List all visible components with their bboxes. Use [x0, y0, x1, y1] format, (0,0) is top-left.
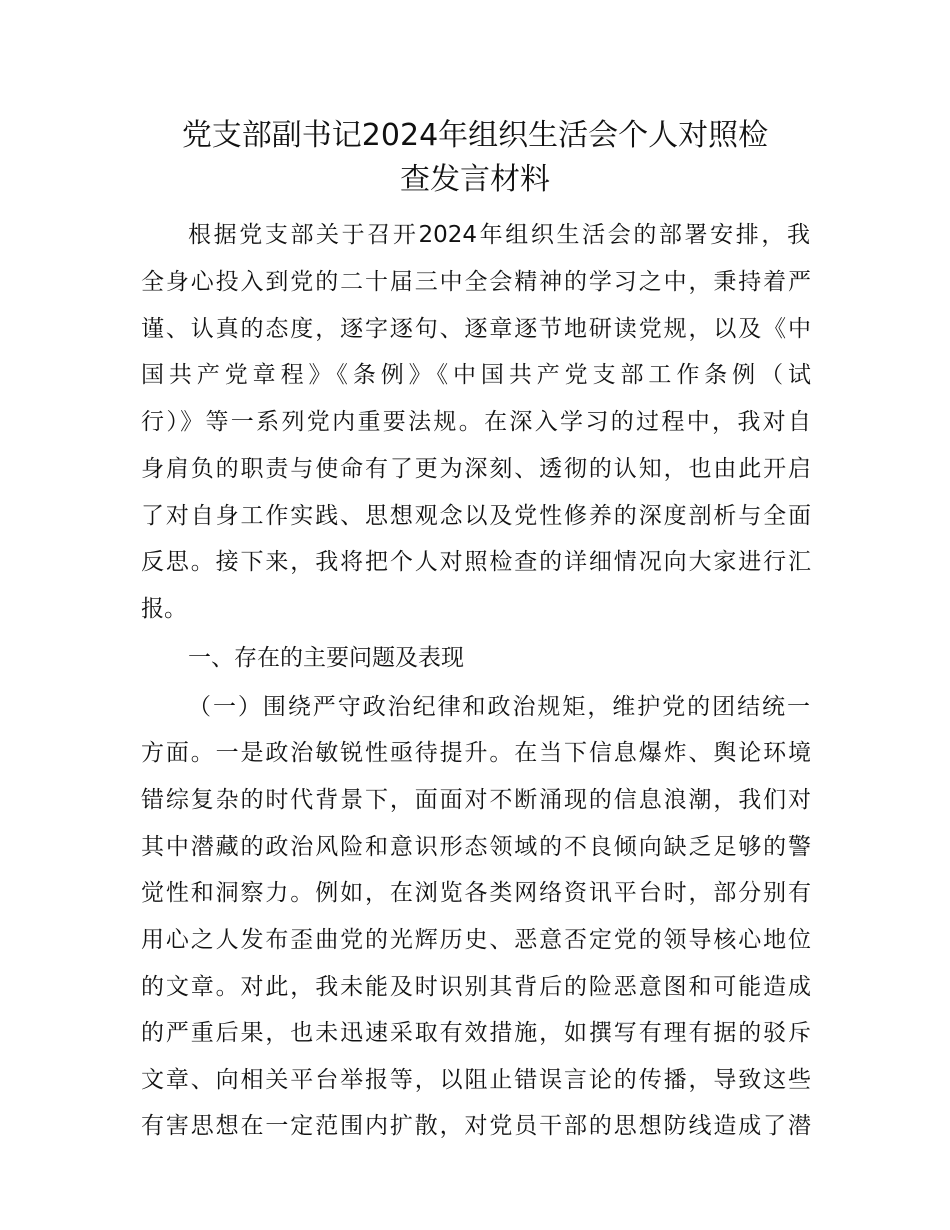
intro-line-5: 行）》等一系列党内重要法规。在深入学习的过程中，我对自 [141, 409, 811, 435]
intro-line-7: 了对自身工作实践、思想观念以及党性修养的深度剖析与全面 [141, 503, 811, 529]
subsection-line-3: 错综复杂的时代背景下，面面对不断涌现的信息浪潮，我们对 [141, 787, 811, 813]
intro-line-9: 报。 [141, 596, 187, 622]
intro-line-4: 国共产党章程》《条例》《中国共产党支部工作条例（试 [141, 362, 811, 388]
intro-line-6: 身肩负的职责与使命有了更为深刻、透彻的认知，也由此开启 [141, 456, 811, 482]
intro-line-3: 谨、认真的态度，逐字逐句、逐章逐节地研读党规，以及《中 [141, 316, 811, 342]
subsection-line-9: 文章、向相关平台举报等，以阻止错误言论的传播，导致这些 [141, 1067, 811, 1093]
subsection-line-8: 的严重后果，也未迅速采取有效措施，如撰写有理有据的驳斥 [141, 1020, 811, 1046]
intro-line-8: 反思。接下来，我将把个人对照检查的详细情况向大家进行汇 [141, 549, 811, 575]
subsection-line-7: 的文章。对此，我未能及时识别其背后的险恶意图和可能造成 [141, 974, 811, 1000]
subsection-line-6: 用心之人发布歪曲党的光辉历史、恶意否定党的领导核心地位 [141, 927, 811, 953]
intro-line-1: 根据党支部关于召开2024年组织生活会的部署安排，我 [188, 222, 810, 248]
subsection-line-4: 其中潜藏的政治风险和意识形态领域的不良倾向缺乏足够的警 [141, 834, 811, 860]
subsection-line-2: 方面。一是政治敏锐性亟待提升。在当下信息爆炸、舆论环境 [141, 740, 811, 766]
section-heading: 一、存在的主要问题及表现 [188, 645, 464, 671]
subsection-line-10: 有害思想在一定范围内扩散，对党员干部的思想防线造成了潜 [141, 1113, 811, 1139]
intro-line-2: 全身心投入到党的二十届三中全会精神的学习之中，秉持着严 [141, 269, 811, 295]
document-title-line-2: 查发言材料 [400, 162, 550, 197]
document-title-line-1: 党支部副书记2024年组织生活会个人对照检 [181, 118, 769, 153]
subsection-line-5: 觉性和洞察力。例如，在浏览各类网络资讯平台时，部分别有 [141, 880, 811, 906]
subsection-line-1: （一）围绕严守政治纪律和政治规矩，维护党的团结统一 [188, 694, 810, 720]
